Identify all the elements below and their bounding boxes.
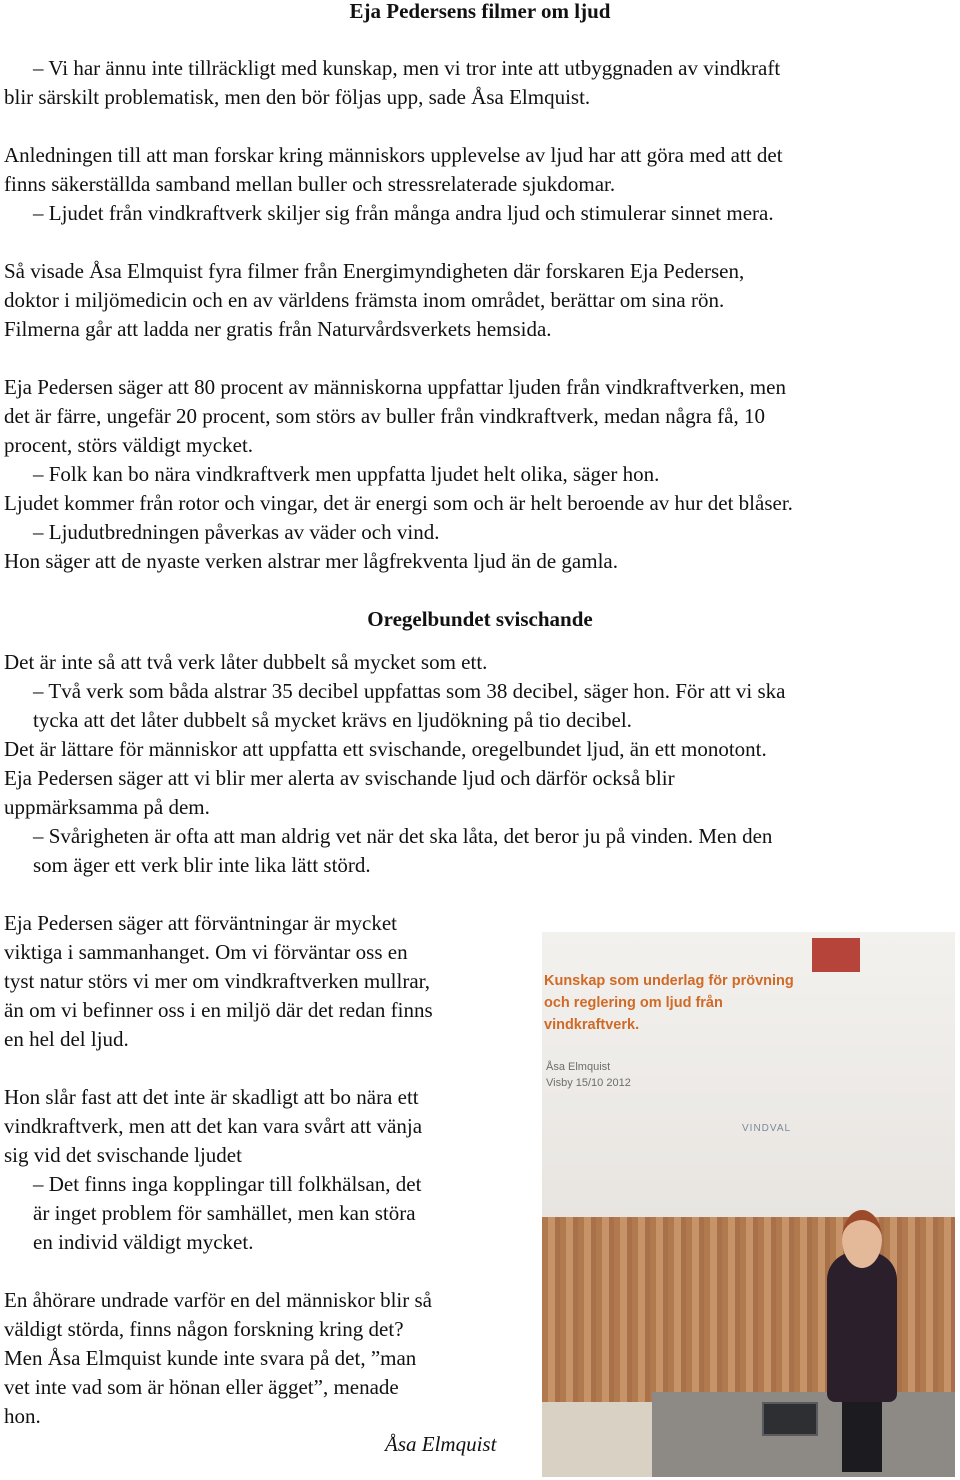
paragraph-line: blir särskilt problematisk, men den bör följas upp, sade Åsa Elmquist. — [4, 85, 591, 109]
paragraph-line: väldigt störda, finns någon forskning kring det? — [4, 1317, 404, 1341]
paragraph-line: än om vi befinner oss i en miljö där det redan finns — [4, 998, 433, 1022]
paragraph-line: som äger ett verk blir inte lika lätt störd. — [33, 853, 371, 877]
speaker-legs — [842, 1397, 882, 1472]
slide-date: Visby 15/10 2012 — [546, 1077, 631, 1089]
paragraph-line: Det är inte så att två verk låter dubbelt så mycket som ett. — [4, 650, 488, 674]
paragraph-line: finns säkerställda samband mellan buller och stressrelaterade sjukdomar. — [4, 172, 616, 196]
laptop-icon — [762, 1402, 818, 1436]
paragraph-line: – Folk kan bo nära vindkraftverk men uppfatta ljudet helt olika, säger hon. — [33, 462, 660, 486]
slide-author: Åsa Elmquist — [546, 1061, 611, 1073]
paragraph-line: – Ljudutbredningen påverkas av väder och vind. — [33, 520, 440, 544]
paragraph-line: Det är lättare för människor att uppfatta ett svischande, oregelbundet ljud, än ett monotont. — [4, 737, 767, 761]
slide-title: Kunskap som underlag för prövning och reglering om ljud från vindkraftverk. — [544, 973, 794, 1033]
paragraph-line: Så visade Åsa Elmquist fyra filmer från Energimyndigheten där forskaren Eja Pedersen, — [4, 259, 745, 283]
section-heading: Oregelbundet svischande — [367, 607, 593, 631]
photo-caption: Åsa Elmquist — [385, 1432, 497, 1456]
paragraph-line: procent, störs väldigt mycket. — [4, 433, 254, 457]
presentation-photo — [542, 932, 955, 1477]
paragraph-line: en individ väldigt mycket. — [33, 1230, 254, 1254]
paragraph-line: vet inte vad som är hönan eller ägget”, menade — [4, 1375, 399, 1399]
paragraph-line: tyst natur störs vi mer om vindkraftverken mullrar, — [4, 969, 431, 993]
paragraph-line: Eja Pedersen säger att 80 procent av människorna uppfattar ljuden från vindkraftverken, men — [4, 375, 786, 399]
article-title: Eja Pedersens filmer om ljud — [349, 0, 611, 23]
paragraph-line: Eja Pedersen säger att förväntningar är mycket — [4, 911, 398, 935]
paragraph-line: sig vid det svischande ljudet — [4, 1143, 242, 1167]
paragraph-line: viktiga i sammanhanget. Om vi förväntar oss en — [4, 940, 408, 964]
paragraph-line: – Det finns inga kopplingar till folkhälsan, det — [33, 1172, 422, 1196]
paragraph-line: En åhörare undrade varför en del människor blir så — [4, 1288, 432, 1312]
paragraph-line: tycka att det låter dubbelt så mycket krävs en ljudökning på tio decibel. — [33, 708, 632, 732]
paragraph-line: uppmärksamma på dem. — [4, 795, 210, 819]
speaker-head — [842, 1210, 882, 1268]
paragraph-line: det är färre, ungefär 20 procent, som störs av buller från vindkraftverk, medan några få, 10 — [4, 404, 765, 428]
projection-screen — [542, 932, 955, 1217]
slide-logo-icon — [812, 938, 860, 972]
paragraph-line: Eja Pedersen säger att vi blir mer alerta av svischande ljud och därför också blir — [4, 766, 675, 790]
paragraph-line: är inget problem för samhället, men kan störa — [33, 1201, 416, 1225]
paragraph-line: – Svårigheten är ofta att man aldrig vet när det ska låta, det beror ju på vinden. Men den — [33, 824, 773, 848]
paragraph-line: Ljudet kommer från rotor och vingar, det är energi som och är helt beroende av hur det blåser. — [4, 491, 793, 515]
paragraph-line: Hon säger att de nyaste verken alstrar mer lågfrekventa ljud än de gamla. — [4, 549, 618, 573]
paragraph-line: – Ljudet från vindkraftverk skiljer sig från många andra ljud och stimulerar sinnet mera. — [33, 201, 774, 225]
paragraph-line: Anledningen till att man forskar kring människors upplevelse av ljud har att göra med att det — [4, 143, 783, 167]
paragraph-line: – Vi har ännu inte tillräckligt med kunskap, men vi tror inte att utbyggnaden av vindkraft — [33, 56, 781, 80]
paragraph-line: Men Åsa Elmquist kunde inte svara på det, ”man — [4, 1346, 417, 1370]
paragraph-line: doktor i miljömedicin och en av världens främsta inom området, berättar om sina rön. — [4, 288, 725, 312]
vindval-logo: VINDVAL — [742, 1123, 792, 1134]
paragraph-line: – Två verk som båda alstrar 35 decibel uppfattas som 38 decibel, säger hon. För att vi ska — [33, 679, 786, 703]
speaker-body — [827, 1252, 897, 1402]
paragraph-line: Filmerna går att ladda ner gratis från Naturvårdsverkets hemsida. — [4, 317, 552, 341]
paragraph-line: vindkraftverk, men att det kan vara svårt att vänja — [4, 1114, 423, 1138]
paragraph-line: hon. — [4, 1404, 41, 1428]
paragraph-line: Hon slår fast att det inte är skadligt att bo nära ett — [4, 1085, 419, 1109]
paragraph-line: en hel del ljud. — [4, 1027, 129, 1051]
